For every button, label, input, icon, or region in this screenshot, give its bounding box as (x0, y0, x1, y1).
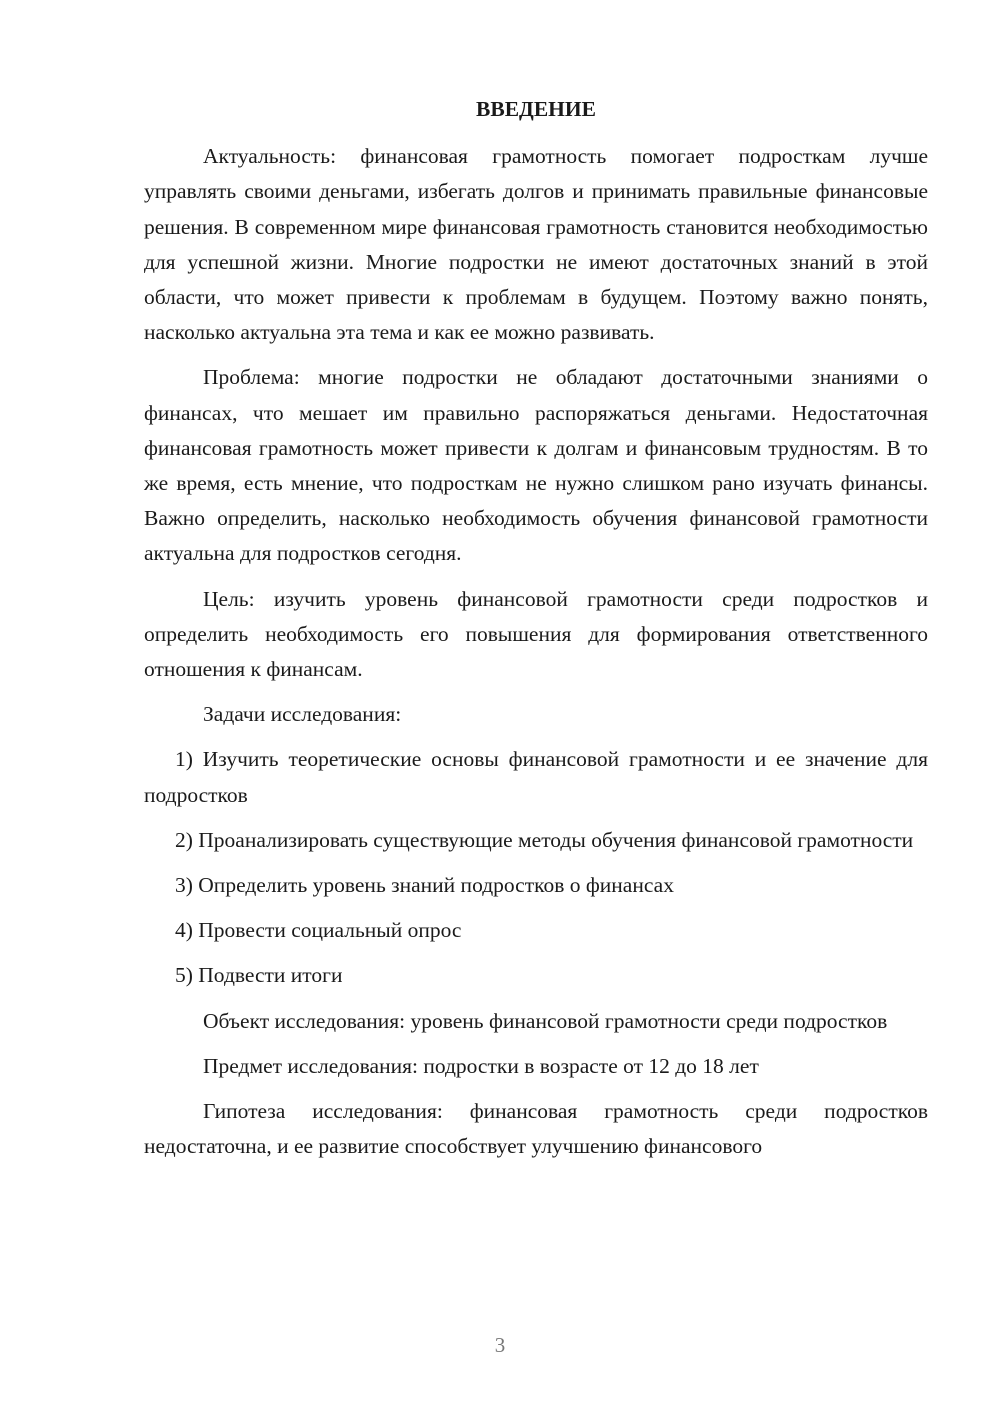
task-item-5: 5) Подвести итоги (175, 963, 343, 988)
task-item-4: 4) Провести социальный опрос (175, 918, 462, 943)
subject-paragraph: Предмет исследования: подростки в возрасте от 12 до 18 лет (203, 1053, 759, 1078)
document-page (144, 92, 928, 1174)
hypothesis-paragraph: Гипотеза исследования: финансовая грамотность среди подростков недостаточна, и ее развитие способствует улучшению финансового (144, 1099, 928, 1159)
goal-paragraph: Цель: изучить уровень финансовой грамотности среди подростков и определить необходимость его повышения для формирования ответственного отношения к финансам. (144, 586, 928, 682)
page-number: 3 (494, 1333, 506, 1357)
object-paragraph: Объект исследования: уровень финансовой грамотности среди подростков (203, 1008, 888, 1033)
task-item-1: 1) Изучить теоретические основы финансовой грамотности и ее значение для подростков (144, 747, 928, 807)
task-item-3: 3) Определить уровень знаний подростков о финансах (175, 873, 674, 898)
task-item-2: 2) Проанализировать существующие методы обучения финансовой грамотности (175, 827, 914, 852)
section-heading: ВВЕДЕНИЕ (476, 97, 596, 121)
tasks-title: Задачи исследования: (203, 702, 402, 727)
problem-paragraph: Проблема: многие подростки не обладают достаточными знаниями о финансах, что мешает им правильно распоряжаться деньгами. Недостаточная финансовая грамотность может привести к долгам и финансовым трудностям. В то же время, есть мнение, что подросткам не нужно слишком рано изучать финансы. Важно определить, насколько необходимость обучения финансовой грамотности актуальна для подростков сегодня. (144, 365, 928, 566)
relevance-paragraph: Актуальность: финансовая грамотность помогает подросткам лучше управлять своими деньгами, избегать долгов и принимать правильные финансовые решения. В современном мире финансовая грамотность становится необходимостью для успешной жизни. Многие подростки не имеют достаточных знаний в этой области, что может привести к проблемам в будущем. Поэтому важно понять, насколько актуальна эта тема и как ее можно развивать. (144, 144, 928, 345)
